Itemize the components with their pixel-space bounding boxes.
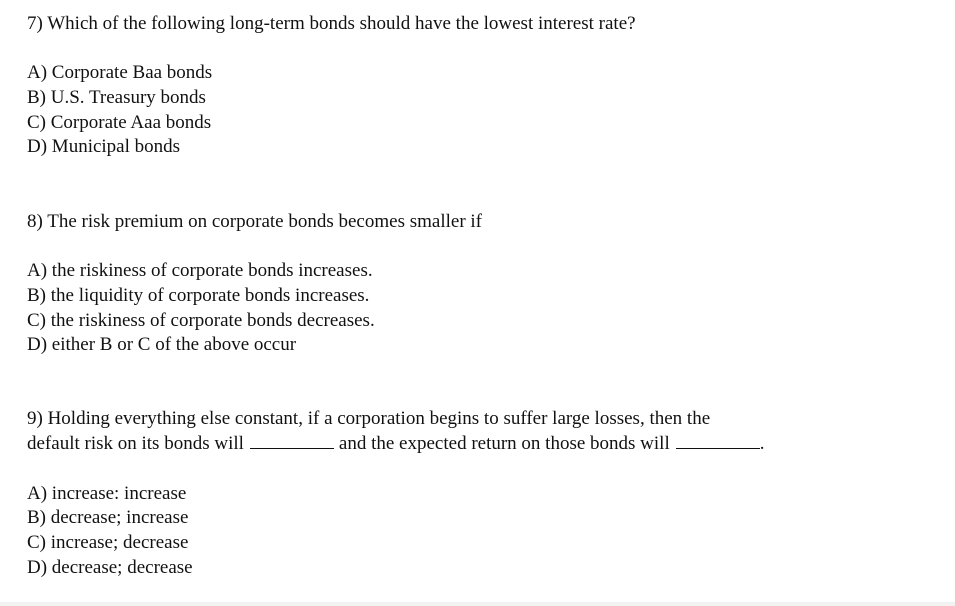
question-9-line2-part2: and the expected return on those bonds will (338, 433, 670, 454)
question-9-option-d: D) decrease; decrease (27, 557, 193, 578)
question-7-option-a: A) Corporate Baa bonds (27, 62, 213, 83)
fill-in-blank-2 (676, 432, 760, 449)
question-7-text: 7) Which of the following long-term bonds should have the lowest interest rate? (27, 13, 636, 34)
question-9-option-c: C) increase; decrease (27, 532, 189, 553)
fill-in-blank-1 (250, 432, 334, 449)
question-9-option-a: A) increase: increase (27, 483, 187, 504)
question-9-text-line2 (27, 432, 765, 456)
question-9-option-b: B) decrease; increase (27, 507, 189, 528)
question-9-text-line1: 9) Holding everything else constant, if a corporation begins to suffer large losses, then the (27, 408, 711, 429)
question-8-option-b: B) the liquidity of corporate bonds increases. (27, 285, 370, 306)
page-bottom-edge (0, 602, 955, 606)
question-8-option-d: D) either B or C of the above occur (27, 334, 297, 355)
question-8-text: 8) The risk premium on corporate bonds becomes smaller if (27, 211, 482, 232)
question-7-option-d: D) Municipal bonds (27, 136, 181, 157)
question-8-option-c: C) the riskiness of corporate bonds decreases. (27, 310, 375, 331)
question-9-line2-end: . (759, 433, 765, 454)
question-8-option-a: A) the riskiness of corporate bonds increases. (27, 260, 373, 281)
question-7-option-b: B) U.S. Treasury bonds (27, 87, 206, 108)
question-9-line2-part1: default risk on its bonds will (27, 433, 244, 454)
question-7-option-c: C) Corporate Aaa bonds (27, 112, 212, 133)
